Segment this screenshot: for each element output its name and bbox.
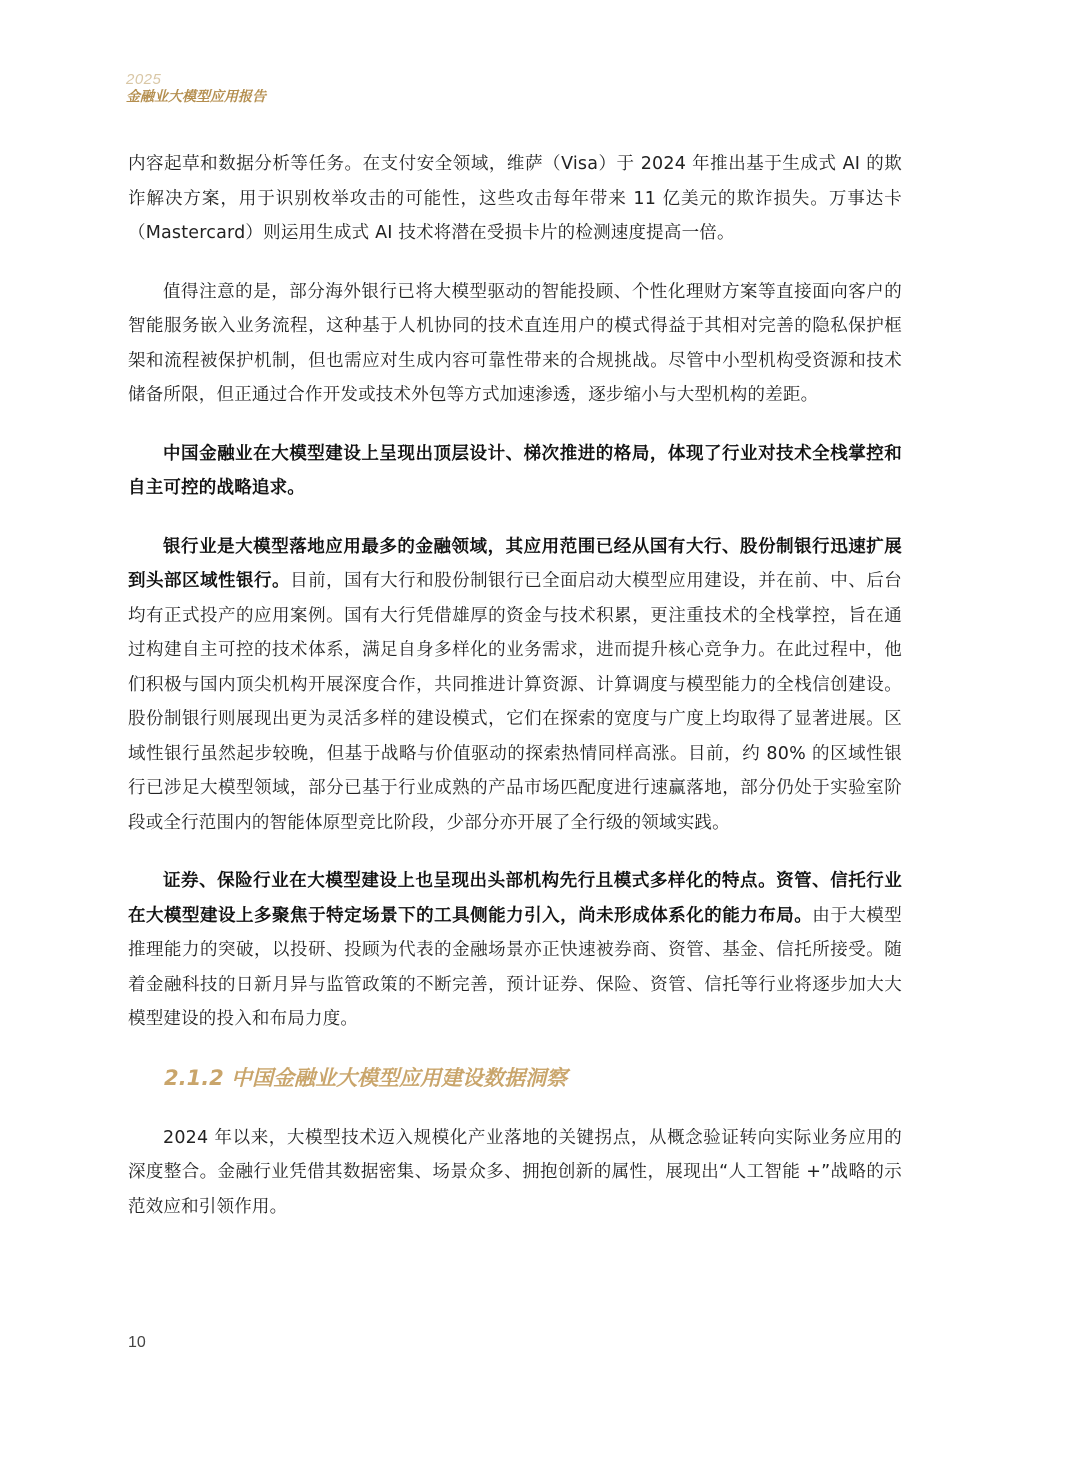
paragraph-text: 2024 年以来，大模型技术迈入规模化产业落地的关键拐点，从概念验证转向实际业务应用的深度整合。金融行业凭借其数据密集、场景众多、拥抱创新的属性，展现出“人工智能 +”战略的示范效应和引领作用。 [128,1127,902,1217]
paragraph-bold-text: 银行业是大模型落地应用最多的金融领域，其应用范围已经从国有大行、股份制银行迅速扩展到头部区域性银行。 [128,536,902,591]
main-content [128,147,902,1248]
section-heading: 2.1.2 中国金融业大模型应用建设数据洞察 [164,1065,568,1090]
paragraph-text: 由于大模型推理能力的突破，以投研、投顾为代表的金融场景亦正快速被券商、资管、基金、信托所接受。随着金融科技的日新月异与监管政策的不断完善，预计证券、保险、资管、信托等行业将逐步加大大模型建设的投入和布局力度。 [128,905,902,1029]
paragraph-text: 目前，国有大行和股份制银行已全面启动大模型应用建设，并在前、中、后台均有正式投产的应用案例。国有大行凭借雄厚的资金与技术积累，更注重技术的全栈掌控，旨在通过构建自主可控的技术体系，满足自身多样化的业务需求，进而提升核心竞争力。在此过程中，他们积极与国内顶尖机构开展深度合作，共同推进计算资源、计算调度与模型能力的全栈信创建设。股份制银行则展现出更为灵活多样的建设模式，它们在探索的宽度与广度上均取得了显著进展。区域性银行虽然起步较晚，但基于战略与价值驱动的探索热情同样高涨。目前，约 80% 的区域性银行已涉足大模型领域，部分已基于行业成熟的产品市场匹配度进行速赢落地，部分仍处于实验室阶段或全行范围内的智能体原型竞比阶段，少部分亦开展了全行级的领域实践。 [128,571,902,833]
paragraph-securities-insurance [128,864,902,1037]
header-report-title: 金融业大模型应用报告 [126,89,266,105]
paragraph-bold-text: 证券、保险行业在大模型建设上也呈现出头部机构先行且模式多样化的特点。资管、信托行业在大模型建设上多聚焦于特定场景下的工具侧能力引入，尚未形成体系化的能力布局。 [128,871,902,926]
paragraph-bold-text: 中国金融业在大模型建设上呈现出顶层设计、梯次推进的格局，体现了行业对技术全栈掌控和自主可控的战略追求。 [128,443,902,498]
header-year: 2025 [126,71,162,88]
paragraph-text: 值得注意的是，部分海外银行已将大模型驱动的智能投顾、个性化理财方案等直接面向客户的智能服务嵌入业务流程，这种基于人机协同的技术直连用户的模式得益于其相对完善的隐私保护框架和流程被保护机制，但也需应对生成内容可靠性带来的合规挑战。尽管中小型机构受资源和技术储备所限，但正通过合作开发或技术外包等方式加速渗透，逐步缩小与大型机构的差距。 [128,281,902,405]
paragraph-china-overview [128,437,902,506]
paragraph-data-insight [128,1121,902,1225]
paragraph-continued [128,147,902,251]
page-header [126,72,266,106]
paragraph-overseas-banks [128,275,902,413]
paragraph-banking [128,530,902,841]
paragraph-text: 内容起草和数据分析等任务。在支付安全领域，维萨（Visa）于 2024 年推出基于生成式 AI 的欺诈解决方案，用于识别枚举攻击的可能性，这些攻击每年带来 11 亿美元的欺诈损失。万事达卡（Mastercard）则运用生成式 AI 技术将潜在受损卡片的检测速度提高一倍。 [128,154,902,243]
page-number: 10 [128,1334,146,1351]
